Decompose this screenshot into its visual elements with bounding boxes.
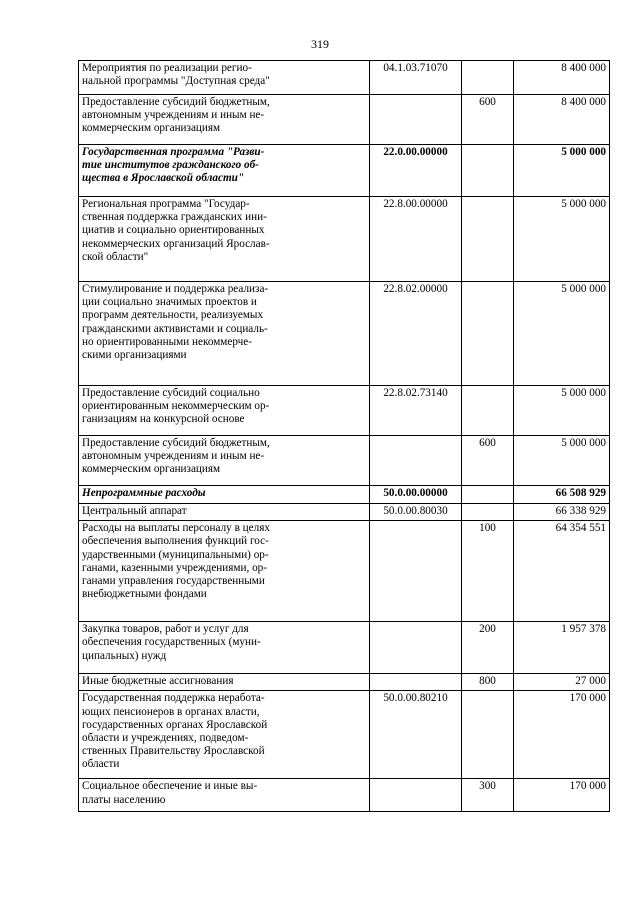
- row-code-cell: 50.0.00.80210: [370, 691, 462, 779]
- table-row: [79, 521, 610, 622]
- table-row: [79, 691, 610, 779]
- row-type-cell: [462, 386, 514, 436]
- row-name-cell: Социальное обеспечение и иные вы- платы населению: [79, 779, 370, 812]
- row-type-cell: [462, 282, 514, 386]
- row-name-cell: Предоставление субсидий социально ориентированным некоммерческим ор- ганизациям на конкурсной основе: [79, 386, 370, 436]
- row-type-cell: 800: [462, 674, 514, 691]
- row-code-cell: 22.8.02.00000: [370, 282, 462, 386]
- row-code-cell: [370, 674, 462, 691]
- row-type-cell: [462, 486, 514, 504]
- row-code-cell: 22.8.02.73140: [370, 386, 462, 436]
- row-code-cell: 04.1.03.71070: [370, 61, 462, 95]
- row-type-cell: 100: [462, 521, 514, 622]
- table-row: [79, 61, 610, 95]
- row-name-cell: Государственная программа "Разви- тие институтов гражданского об- щества в Ярославской области": [79, 145, 370, 197]
- row-name-cell: Региональная программа "Государ- ственная поддержка гражданских ини- циатив и социально ориентированных некоммерческих организаций Ярослав- ской области": [79, 197, 370, 282]
- row-code-cell: [370, 436, 462, 486]
- row-code-cell: 22.8.00.00000: [370, 197, 462, 282]
- table-row: [79, 674, 610, 691]
- row-code-cell: [370, 95, 462, 145]
- row-code-cell: 22.0.00.00000: [370, 145, 462, 197]
- row-name-cell: Мероприятия по реализации регио- нальной программы "Доступная среда": [79, 61, 370, 95]
- row-name-cell: Предоставление субсидий бюджетным, автономным учреждениям и иным не- коммерческим организациям: [79, 436, 370, 486]
- row-name-cell: Иные бюджетные ассигнования: [79, 674, 370, 691]
- table-row: [79, 95, 610, 145]
- row-type-cell: 300: [462, 779, 514, 812]
- row-sum-cell: 66 508 929: [514, 486, 610, 504]
- row-sum-cell: 1 957 378: [514, 622, 610, 674]
- row-type-cell: [462, 504, 514, 521]
- table-row: [79, 197, 610, 282]
- row-sum-cell: 8 400 000: [514, 95, 610, 145]
- table-row: [79, 145, 610, 197]
- budget-table: [78, 60, 610, 812]
- row-code-cell: 50.0.00.80030: [370, 504, 462, 521]
- row-sum-cell: 64 354 551: [514, 521, 610, 622]
- row-type-cell: [462, 145, 514, 197]
- row-type-cell: 200: [462, 622, 514, 674]
- row-sum-cell: 5 000 000: [514, 282, 610, 386]
- table-row: [79, 486, 610, 504]
- row-sum-cell: 170 000: [514, 691, 610, 779]
- table-row: [79, 282, 610, 386]
- row-type-cell: 600: [462, 95, 514, 145]
- table-row: [79, 386, 610, 436]
- row-code-cell: [370, 779, 462, 812]
- row-name-cell: Закупка товаров, работ и услуг для обеспечения государственных (муни- ципальных) нужд: [79, 622, 370, 674]
- row-type-cell: [462, 61, 514, 95]
- row-sum-cell: 27 000: [514, 674, 610, 691]
- row-name-cell: Центральный аппарат: [79, 504, 370, 521]
- row-name-cell: Непрограммные расходы: [79, 486, 370, 504]
- table-row: [79, 504, 610, 521]
- table-row: [79, 622, 610, 674]
- page-number: 319: [311, 37, 329, 51]
- row-code-cell: 50.0.00.00000: [370, 486, 462, 504]
- row-name-cell: Стимулирование и поддержка реализа- ции социально значимых проектов и программ деятельности, реализуемых гражданскими активистами и социаль- но ориентированными некоммерче- скими организациями: [79, 282, 370, 386]
- row-sum-cell: 5 000 000: [514, 436, 610, 486]
- table-row: [79, 779, 610, 812]
- budget-table-body: [79, 61, 610, 812]
- row-code-cell: [370, 622, 462, 674]
- table-row: [79, 436, 610, 486]
- row-name-cell: Государственная поддержка неработа- ющих пенсионеров в органах власти, государственных органах Ярославской области и учреждениях, подведом- ственных Правительству Ярославской области: [79, 691, 370, 779]
- row-name-cell: Расходы на выплаты персоналу в целях обеспечения выполнения функций гос- ударственными (муниципальными) ор- ганами, казенными учреждениями, ор- ганами управления государственными внебюджетными фондами: [79, 521, 370, 622]
- row-type-cell: [462, 197, 514, 282]
- row-name-cell: Предоставление субсидий бюджетным, автономным учреждениям и иным не- коммерческим организациям: [79, 95, 370, 145]
- row-sum-cell: 66 338 929: [514, 504, 610, 521]
- row-sum-cell: 8 400 000: [514, 61, 610, 95]
- row-sum-cell: 5 000 000: [514, 145, 610, 197]
- row-code-cell: [370, 521, 462, 622]
- row-type-cell: 600: [462, 436, 514, 486]
- row-type-cell: [462, 691, 514, 779]
- row-sum-cell: 5 000 000: [514, 197, 610, 282]
- row-sum-cell: 170 000: [514, 779, 610, 812]
- row-sum-cell: 5 000 000: [514, 386, 610, 436]
